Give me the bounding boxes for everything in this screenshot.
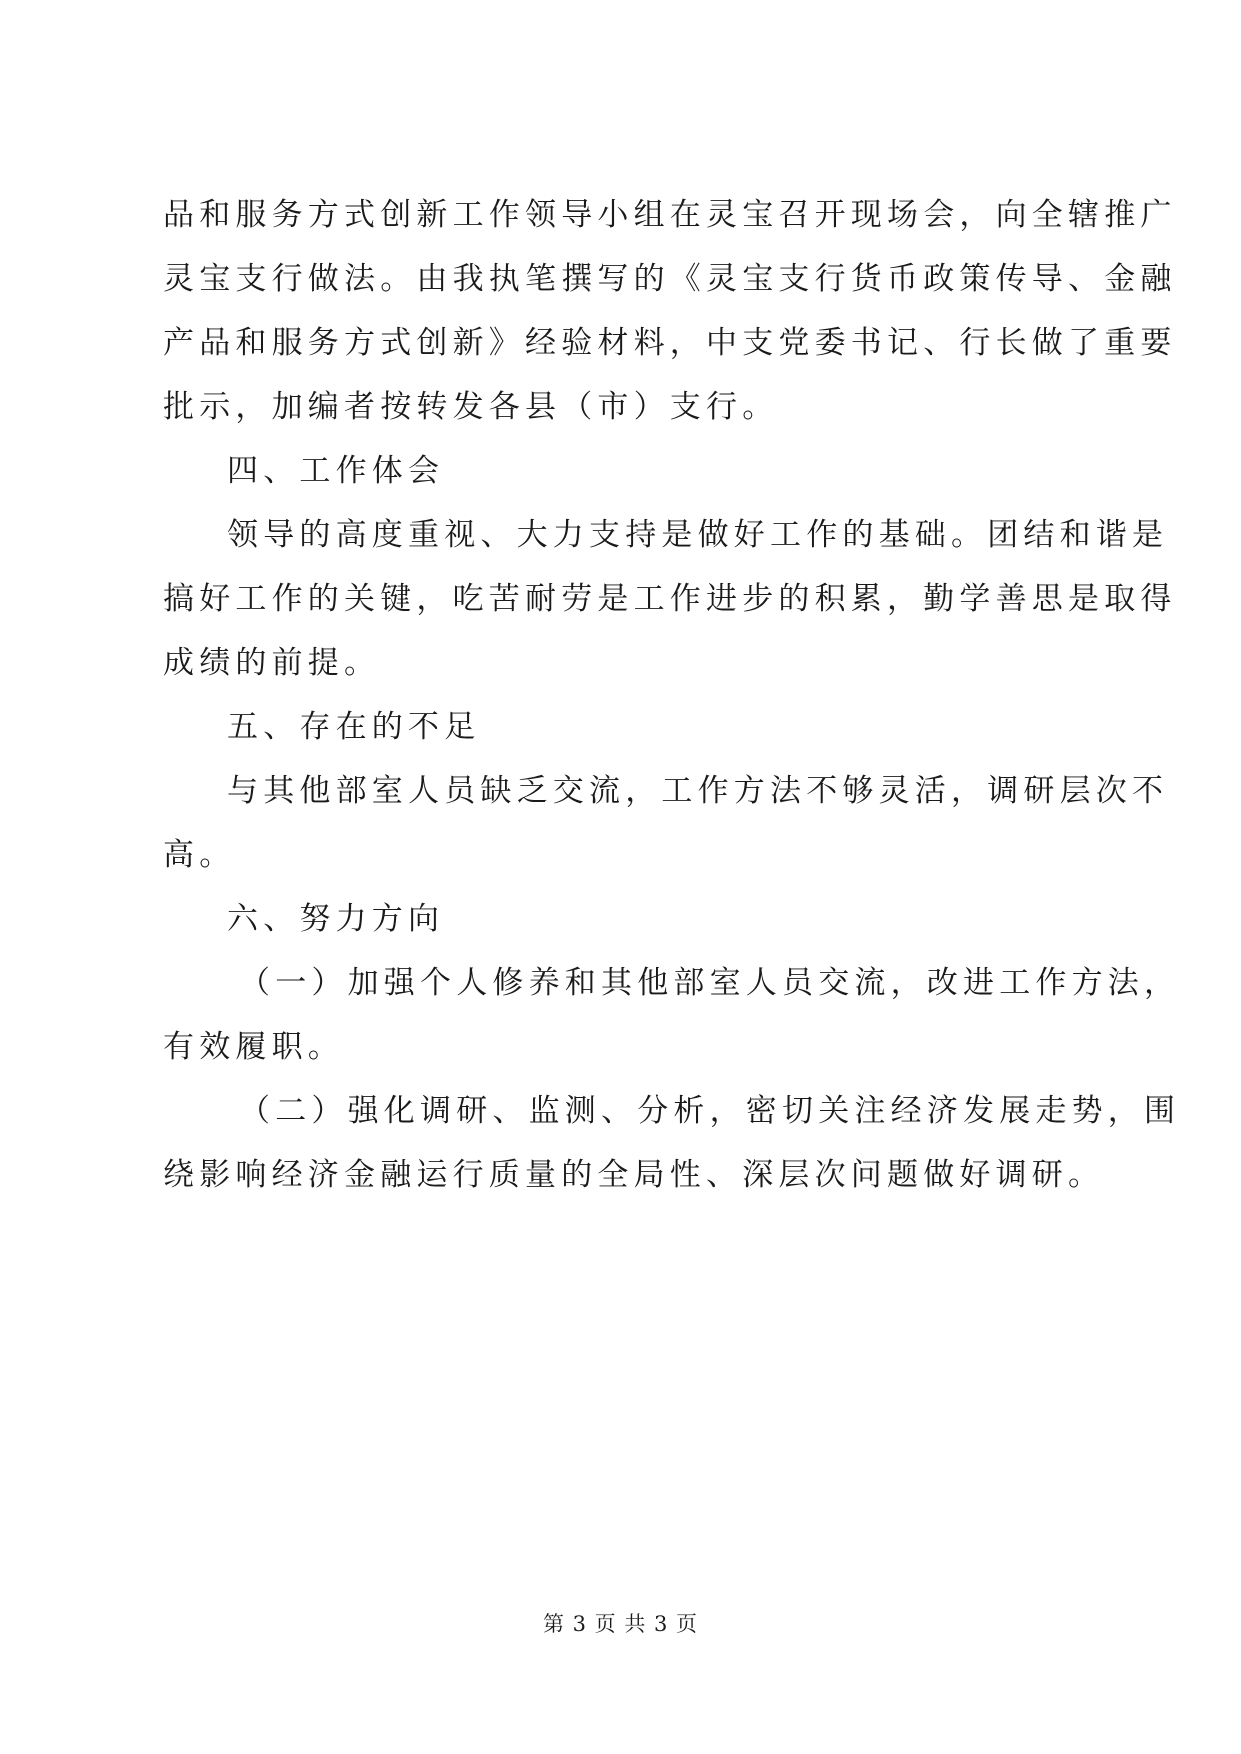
body-line-10: 与其他部室人员缺乏交流，工作方法不够灵活，调研层次不 [227,773,1169,809]
body-line-7: 搞好工作的关键，吃苦耐劳是工作进步的积累，勤学善思是取得 [163,581,1177,617]
body-line-8: 成绩的前提。 [163,645,381,681]
body-line-3: 产品和服务方式创新》经验材料，中支党委书记、行长做了重要 [163,325,1177,361]
section-heading-work-experience: 四、工作体会 [227,453,445,489]
section-heading-direction: 六、努力方向 [227,901,445,937]
body-line-4: 批示，加编者按转发各县（市）支行。 [163,389,779,425]
document-body [163,197,1181,1224]
page-number-footer: 第 3 页 共 3 页 [542,1612,699,1636]
body-line-2: 灵宝支行做法。由我执笔撰写的《灵宝支行货币政策传导、金融 [163,261,1177,297]
body-line-15: （二）强化调研、监测、分析，密切关注经济发展走势，围 [239,1093,1181,1129]
body-line-13: （一）加强个人修养和其他部室人员交流，改进工作方法， [239,965,1181,1001]
body-line-11: 高。 [163,837,236,873]
body-line-1: 品和服务方式创新工作领导小组在灵宝召开现场会，向全辖推广 [163,197,1177,233]
body-line-14: 有效履职。 [163,1029,344,1065]
section-heading-shortcomings: 五、存在的不足 [227,709,481,745]
body-line-16: 绕影响经济金融运行质量的全局性、深层次问题做好调研。 [163,1157,1105,1193]
body-line-6: 领导的高度重视、大力支持是做好工作的基础。团结和谐是 [227,517,1169,553]
